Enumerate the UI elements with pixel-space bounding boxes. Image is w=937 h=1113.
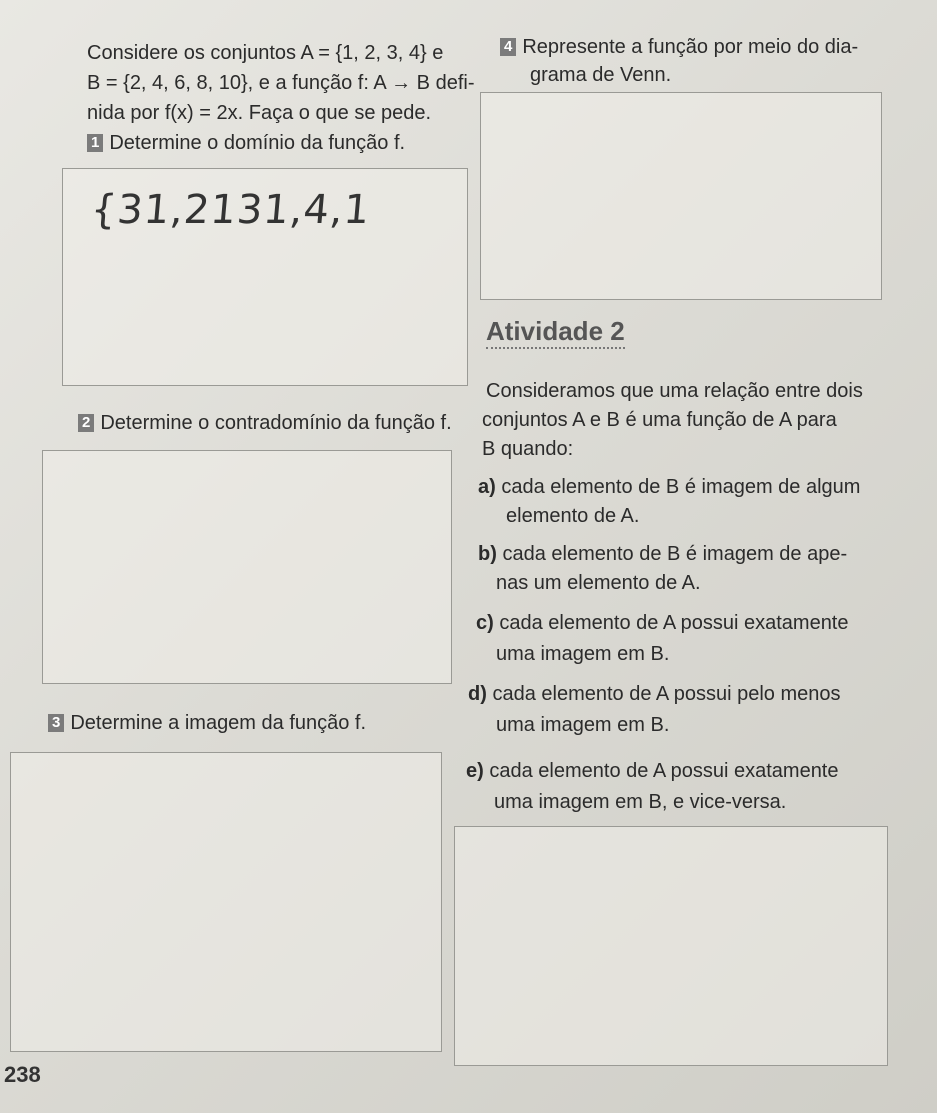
answer-box-3[interactable] bbox=[10, 752, 442, 1052]
question-2-number: 2 bbox=[78, 414, 94, 432]
question-3-text: Determine a imagem da função f. bbox=[70, 712, 367, 734]
question-1 bbox=[87, 130, 405, 157]
option-e-letter: e) bbox=[466, 760, 484, 782]
intro-line-3: nida por f(x) = 2x. Faça o que se pede. bbox=[87, 102, 432, 124]
activity-title: Atividade 2 bbox=[486, 316, 625, 349]
intro-line-1: Considere os conjuntos A = {1, 2, 3, 4} e bbox=[87, 42, 444, 64]
question-3-number: 3 bbox=[48, 714, 64, 732]
question-1-text: Determine o domínio da função f. bbox=[109, 132, 406, 154]
handwritten-answer: {31,2131,4,1 bbox=[88, 187, 373, 233]
option-a-letter: a) bbox=[478, 476, 496, 498]
question-4-line-1: Represente a função por meio do dia- bbox=[522, 36, 859, 58]
answer-box-1[interactable] bbox=[62, 168, 468, 386]
option-d-line-1: cada elemento de A possui pelo menos bbox=[492, 683, 841, 705]
question-2-text: Determine o contradomínio da função f. bbox=[100, 412, 452, 434]
option-c-letter: c) bbox=[476, 612, 494, 634]
intro-line-2: B = {2, 4, 6, 8, 10}, e a função f: A → B defi- bbox=[87, 72, 475, 94]
page-number: 238 bbox=[4, 1062, 41, 1087]
question-3 bbox=[48, 710, 366, 737]
option-d[interactable] bbox=[468, 681, 840, 708]
question-4-line-2: grama de Venn. bbox=[530, 64, 672, 86]
option-a[interactable] bbox=[478, 474, 860, 501]
question-4-number: 4 bbox=[500, 38, 516, 56]
option-e-line-1: cada elemento de A possui exatamente bbox=[489, 760, 839, 782]
activity-stem-3: B quando: bbox=[482, 438, 574, 460]
answer-box-4[interactable] bbox=[480, 92, 882, 300]
option-a-line-2: elemento de A. bbox=[506, 505, 640, 527]
option-c-line-1: cada elemento de A possui exatamente bbox=[499, 612, 849, 634]
option-c[interactable] bbox=[476, 610, 849, 637]
activity-stem-2: conjuntos A e B é uma função de A para bbox=[482, 409, 837, 431]
answer-box-2[interactable] bbox=[42, 450, 452, 684]
question-1-number: 1 bbox=[87, 134, 103, 152]
activity-stem-1: Consideramos que uma relação entre dois bbox=[486, 380, 863, 402]
option-d-letter: d) bbox=[468, 683, 487, 705]
option-d-line-2: uma imagem em B. bbox=[496, 714, 670, 736]
option-b[interactable] bbox=[478, 541, 847, 568]
question-4 bbox=[500, 34, 858, 61]
question-2 bbox=[78, 410, 452, 437]
option-e-line-2: uma imagem em B, e vice-versa. bbox=[494, 791, 787, 813]
option-a-line-1: cada elemento de B é imagem de algum bbox=[501, 476, 861, 498]
option-c-line-2: uma imagem em B. bbox=[496, 643, 670, 665]
option-b-line-1: cada elemento de B é imagem de ape- bbox=[502, 543, 848, 565]
option-b-line-2: nas um elemento de A. bbox=[496, 572, 701, 594]
option-e[interactable] bbox=[466, 758, 839, 785]
answer-box-activity[interactable] bbox=[454, 826, 888, 1066]
option-b-letter: b) bbox=[478, 543, 497, 565]
